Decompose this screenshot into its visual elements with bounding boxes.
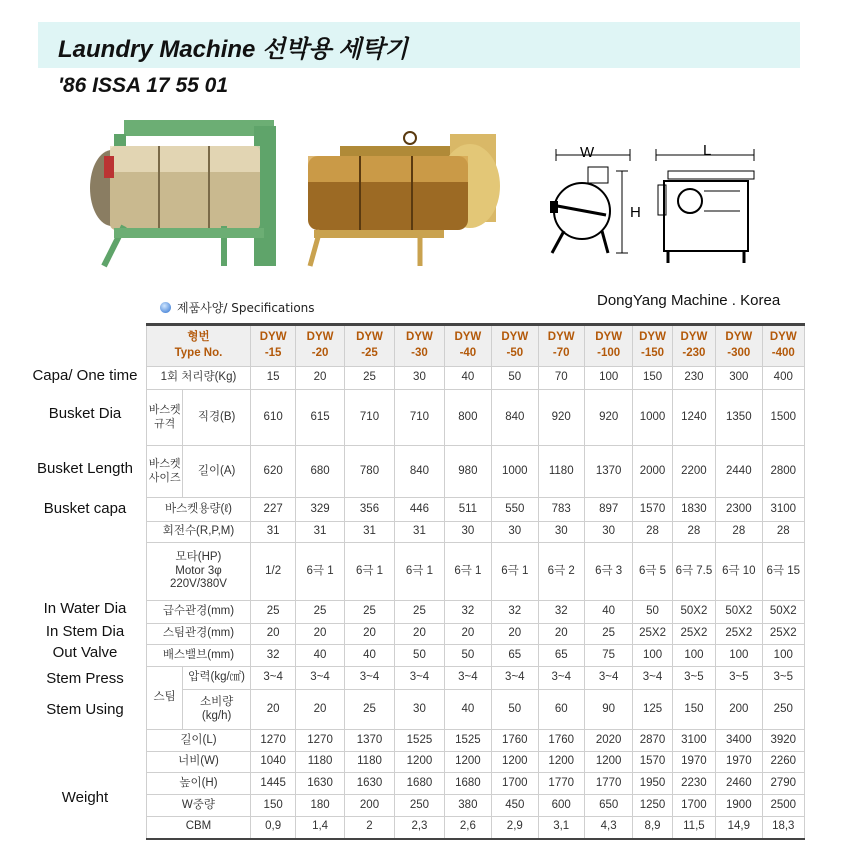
table-cell: 227 — [250, 498, 295, 522]
table-row — [147, 390, 805, 446]
table-cell: 1240 — [672, 390, 715, 446]
table-cell: 40 — [584, 601, 632, 624]
table-cell: 75 — [584, 645, 632, 667]
table-cell: 40 — [344, 645, 394, 667]
row-label: 높이(H) — [147, 773, 251, 795]
table-cell: 1180 — [538, 446, 584, 498]
table-cell: 20 — [250, 690, 295, 730]
table-cell: 250 — [762, 690, 804, 730]
table-cell: 50 — [444, 645, 491, 667]
table-cell: 1370 — [344, 730, 394, 752]
table-cell: 100 — [762, 645, 804, 667]
model-header: DYW -70 — [538, 325, 584, 367]
table-row — [147, 752, 805, 773]
table-cell: 1700 — [672, 795, 715, 817]
table-cell: 60 — [538, 690, 584, 730]
table-cell: 780 — [344, 446, 394, 498]
row-label: 압력(kg/㎠) — [183, 667, 251, 690]
table-cell: 2,3 — [395, 817, 444, 839]
model-header: DYW -20 — [296, 325, 344, 367]
table-cell: 65 — [538, 645, 584, 667]
table-cell: 1680 — [444, 773, 491, 795]
laundry-machine-photo-gold — [300, 126, 502, 272]
table-cell: 1200 — [538, 752, 584, 773]
table-cell: 70 — [538, 367, 584, 390]
table-cell: 2260 — [762, 752, 804, 773]
table-header-row — [147, 325, 805, 367]
row-group-label: 바스켓규격 — [147, 390, 183, 446]
table-cell: 6극 5 — [633, 543, 672, 601]
model-header: DYW -30 — [395, 325, 444, 367]
dim-l-label: L — [703, 142, 712, 159]
table-cell: 2300 — [716, 498, 762, 522]
table-cell: 1630 — [296, 773, 344, 795]
table-cell: 329 — [296, 498, 344, 522]
table-cell: 1270 — [250, 730, 295, 752]
table-cell: 356 — [344, 498, 394, 522]
table-cell: 1950 — [633, 773, 672, 795]
table-cell: 3~4 — [250, 667, 295, 690]
model-header: DYW -230 — [672, 325, 715, 367]
table-cell: 1525 — [395, 730, 444, 752]
table-cell: 150 — [250, 795, 295, 817]
specifications-heading — [160, 299, 315, 316]
table-cell: 20 — [492, 624, 538, 645]
row-label: 소비량 (kg/h) — [183, 690, 251, 730]
row-label: 모타(HP) Motor 3φ 220V/380V — [147, 543, 251, 601]
row-label: 회전수(R,P,M) — [147, 522, 251, 543]
table-cell: 2200 — [672, 446, 715, 498]
table-cell: 1000 — [633, 390, 672, 446]
table-cell: 32 — [250, 645, 295, 667]
table-cell: 3400 — [716, 730, 762, 752]
table-cell: 6극 1 — [492, 543, 538, 601]
table-cell: 50X2 — [762, 601, 804, 624]
table-cell: 90 — [584, 690, 632, 730]
table-cell: 28 — [716, 522, 762, 543]
table-row — [147, 773, 805, 795]
side-label-in-stem: In Stem Dia — [45, 623, 125, 640]
side-label-busket-length: Busket Length — [37, 460, 133, 477]
table-cell: 200 — [344, 795, 394, 817]
table-row — [147, 690, 805, 730]
table-cell: 40 — [444, 367, 491, 390]
specifications-heading-text: 제품사양/ Specifications — [177, 301, 315, 315]
type-no-en: Type No. — [174, 347, 223, 359]
row-label: CBM — [147, 817, 251, 839]
table-cell: 32 — [538, 601, 584, 624]
table-cell: 2870 — [633, 730, 672, 752]
table-cell: 511 — [444, 498, 491, 522]
table-cell: 3~5 — [716, 667, 762, 690]
table-cell: 32 — [492, 601, 538, 624]
table-cell: 600 — [538, 795, 584, 817]
table-cell: 2460 — [716, 773, 762, 795]
side-label-busket-dia: Busket Dia — [48, 405, 122, 422]
table-cell: 50X2 — [716, 601, 762, 624]
table-cell: 20 — [250, 624, 295, 645]
table-cell: 1760 — [538, 730, 584, 752]
table-cell: 840 — [395, 446, 444, 498]
row-group-label: 바스켓사이즈 — [147, 446, 183, 498]
table-cell: 32 — [444, 601, 491, 624]
table-cell: 2,6 — [444, 817, 491, 839]
table-cell: 1570 — [633, 498, 672, 522]
model-header: DYW -300 — [716, 325, 762, 367]
row-group-label: 스팀 — [147, 667, 183, 730]
row-label: 길이(L) — [147, 730, 251, 752]
table-row — [147, 795, 805, 817]
table-cell: 6극 10 — [716, 543, 762, 601]
side-label-capa: Capa/ One time — [32, 367, 138, 384]
table-cell: 100 — [672, 645, 715, 667]
model-header: DYW -15 — [250, 325, 295, 367]
table-cell: 50 — [492, 367, 538, 390]
table-cell: 1,4 — [296, 817, 344, 839]
table-cell: 1350 — [716, 390, 762, 446]
table-cell: 1200 — [395, 752, 444, 773]
table-cell: 920 — [538, 390, 584, 446]
specifications-table — [146, 323, 805, 840]
table-cell: 1700 — [492, 773, 538, 795]
table-cell: 550 — [492, 498, 538, 522]
table-cell: 2020 — [584, 730, 632, 752]
table-cell: 31 — [296, 522, 344, 543]
table-cell: 25X2 — [716, 624, 762, 645]
table-cell: 180 — [296, 795, 344, 817]
table-cell: 1000 — [492, 446, 538, 498]
table-cell: 2230 — [672, 773, 715, 795]
table-cell: 100 — [633, 645, 672, 667]
table-cell: 620 — [250, 446, 295, 498]
table-row — [147, 817, 805, 839]
row-label: 바스켓용량(ℓ) — [147, 498, 251, 522]
table-cell: 150 — [672, 690, 715, 730]
table-cell: 1445 — [250, 773, 295, 795]
model-header: DYW -100 — [584, 325, 632, 367]
table-row — [147, 367, 805, 390]
table-cell: 25 — [344, 601, 394, 624]
table-cell: 800 — [444, 390, 491, 446]
table-cell: 20 — [444, 624, 491, 645]
table-cell: 920 — [584, 390, 632, 446]
side-label-weight: Weight — [61, 789, 109, 806]
table-cell: 6극 3 — [584, 543, 632, 601]
table-cell: 50X2 — [672, 601, 715, 624]
table-cell: 1180 — [296, 752, 344, 773]
table-cell: 1270 — [296, 730, 344, 752]
table-cell: 400 — [762, 367, 804, 390]
table-cell: 1180 — [344, 752, 394, 773]
table-cell: 650 — [584, 795, 632, 817]
table-cell: 40 — [444, 690, 491, 730]
table-cell: 11,5 — [672, 817, 715, 839]
table-cell: 1040 — [250, 752, 295, 773]
table-cell: 20 — [344, 624, 394, 645]
side-label-stem-press: Stem Press — [46, 670, 124, 687]
table-cell: 3~4 — [584, 667, 632, 690]
table-cell: 300 — [716, 367, 762, 390]
table-cell: 6극 7.5 — [672, 543, 715, 601]
table-cell: 15 — [250, 367, 295, 390]
table-cell: 710 — [395, 390, 444, 446]
table-cell: 28 — [633, 522, 672, 543]
table-cell: 25 — [344, 367, 394, 390]
table-cell: 3920 — [762, 730, 804, 752]
table-cell: 1250 — [633, 795, 672, 817]
table-cell: 1/2 — [250, 543, 295, 601]
table-cell: 1770 — [584, 773, 632, 795]
table-cell: 1370 — [584, 446, 632, 498]
table-cell: 6극 1 — [344, 543, 394, 601]
table-cell: 450 — [492, 795, 538, 817]
table-cell: 25 — [395, 601, 444, 624]
table-cell: 840 — [492, 390, 538, 446]
table-cell: 25 — [584, 624, 632, 645]
table-cell: 380 — [444, 795, 491, 817]
table-cell: 3~4 — [633, 667, 672, 690]
table-cell: 3~4 — [444, 667, 491, 690]
table-cell: 1830 — [672, 498, 715, 522]
table-cell: 1630 — [344, 773, 394, 795]
table-cell: 31 — [395, 522, 444, 543]
table-cell: 783 — [538, 498, 584, 522]
table-cell: 30 — [492, 522, 538, 543]
laundry-machine-photo-green — [84, 116, 288, 274]
table-cell: 6극 1 — [296, 543, 344, 601]
table-cell: 610 — [250, 390, 295, 446]
table-row — [147, 498, 805, 522]
table-cell: 6극 1 — [395, 543, 444, 601]
table-cell: 3~5 — [762, 667, 804, 690]
table-cell: 20 — [296, 367, 344, 390]
table-cell: 3100 — [762, 498, 804, 522]
table-row — [147, 730, 805, 752]
table-cell: 20 — [538, 624, 584, 645]
side-label-stem-using: Stem Using — [46, 701, 124, 718]
company-name: DongYang Machine . Korea — [597, 292, 781, 309]
table-cell: 25X2 — [633, 624, 672, 645]
table-cell: 3,1 — [538, 817, 584, 839]
table-cell: 125 — [633, 690, 672, 730]
table-cell: 2800 — [762, 446, 804, 498]
table-cell: 1680 — [395, 773, 444, 795]
table-cell: 31 — [344, 522, 394, 543]
table-cell: 30 — [395, 690, 444, 730]
table-cell: 2500 — [762, 795, 804, 817]
row-label: 너비(W) — [147, 752, 251, 773]
table-cell: 980 — [444, 446, 491, 498]
table-row — [147, 645, 805, 667]
table-cell: 0,9 — [250, 817, 295, 839]
model-header: DYW -50 — [492, 325, 538, 367]
side-label-out-valve: Out Valve — [52, 644, 118, 661]
row-label: 급수관경(mm) — [147, 601, 251, 624]
table-cell: 615 — [296, 390, 344, 446]
table-cell: 3~5 — [672, 667, 715, 690]
table-cell: 250 — [395, 795, 444, 817]
table-cell: 230 — [672, 367, 715, 390]
dim-w-label: W — [580, 144, 595, 161]
page-title: Laundry Machine 선박용 세탁기 — [58, 36, 408, 63]
table-cell: 897 — [584, 498, 632, 522]
model-header: DYW -150 — [633, 325, 672, 367]
table-cell: 30 — [584, 522, 632, 543]
row-label: 직경(B) — [183, 390, 251, 446]
table-cell: 3~4 — [296, 667, 344, 690]
table-cell: 1200 — [492, 752, 538, 773]
table-cell: 20 — [296, 624, 344, 645]
row-label: W중량 — [147, 795, 251, 817]
table-cell: 1500 — [762, 390, 804, 446]
table-cell: 1570 — [633, 752, 672, 773]
bullet-icon — [160, 302, 171, 313]
side-view-drawing — [546, 141, 648, 269]
table-cell: 446 — [395, 498, 444, 522]
table-cell: 6극 15 — [762, 543, 804, 601]
table-cell: 3~4 — [344, 667, 394, 690]
table-cell: 28 — [672, 522, 715, 543]
table-cell: 2,9 — [492, 817, 538, 839]
table-cell: 25 — [296, 601, 344, 624]
table-cell: 3~4 — [538, 667, 584, 690]
table-cell: 40 — [296, 645, 344, 667]
table-cell: 25X2 — [762, 624, 804, 645]
table-cell: 28 — [762, 522, 804, 543]
table-cell: 3~4 — [395, 667, 444, 690]
table-cell: 100 — [584, 367, 632, 390]
type-no-header — [147, 325, 251, 367]
table-cell: 25X2 — [672, 624, 715, 645]
row-label: 1회 처리량(Kg) — [147, 367, 251, 390]
table-cell: 1525 — [444, 730, 491, 752]
table-cell: 200 — [716, 690, 762, 730]
table-cell: 1770 — [538, 773, 584, 795]
row-label: 길이(A) — [183, 446, 251, 498]
table-cell: 1200 — [584, 752, 632, 773]
table-cell: 100 — [716, 645, 762, 667]
front-view-drawing — [654, 141, 764, 269]
table-cell: 2790 — [762, 773, 804, 795]
model-header: DYW -25 — [344, 325, 394, 367]
table-cell: 50 — [492, 690, 538, 730]
table-cell: 31 — [250, 522, 295, 543]
table-cell: 6극 2 — [538, 543, 584, 601]
model-header: DYW -400 — [762, 325, 804, 367]
side-label-in-water: In Water Dia — [43, 600, 127, 617]
table-cell: 8,9 — [633, 817, 672, 839]
table-row — [147, 624, 805, 645]
type-no-kr: 형번 — [187, 331, 210, 344]
table-cell: 1200 — [444, 752, 491, 773]
table-cell: 50 — [633, 601, 672, 624]
table-cell: 30 — [538, 522, 584, 543]
table-row — [147, 667, 805, 690]
dim-h-label: H — [630, 204, 641, 221]
table-cell: 3100 — [672, 730, 715, 752]
table-cell: 30 — [395, 367, 444, 390]
table-cell: 2000 — [633, 446, 672, 498]
table-cell: 6극 1 — [444, 543, 491, 601]
table-cell: 1970 — [672, 752, 715, 773]
table-row — [147, 601, 805, 624]
table-cell: 20 — [395, 624, 444, 645]
table-cell: 14,9 — [716, 817, 762, 839]
table-cell: 710 — [344, 390, 394, 446]
table-row — [147, 543, 805, 601]
table-cell: 1760 — [492, 730, 538, 752]
page-subtitle: '86 ISSA 17 55 01 — [58, 74, 228, 97]
table-cell: 25 — [344, 690, 394, 730]
table-cell: 18,3 — [762, 817, 804, 839]
table-cell: 50 — [395, 645, 444, 667]
table-cell: 1970 — [716, 752, 762, 773]
table-cell: 65 — [492, 645, 538, 667]
row-label: 배스밸브(mm) — [147, 645, 251, 667]
table-cell: 4,3 — [584, 817, 632, 839]
table-cell: 2 — [344, 817, 394, 839]
table-row — [147, 522, 805, 543]
table-cell: 3~4 — [492, 667, 538, 690]
model-header: DYW -40 — [444, 325, 491, 367]
table-cell: 1900 — [716, 795, 762, 817]
table-cell: 25 — [250, 601, 295, 624]
table-cell: 20 — [296, 690, 344, 730]
table-row — [147, 446, 805, 498]
table-cell: 30 — [444, 522, 491, 543]
side-label-busket-capa: Busket capa — [43, 500, 127, 517]
table-cell: 2440 — [716, 446, 762, 498]
row-label: 스팀관경(mm) — [147, 624, 251, 645]
table-cell: 150 — [633, 367, 672, 390]
table-cell: 680 — [296, 446, 344, 498]
